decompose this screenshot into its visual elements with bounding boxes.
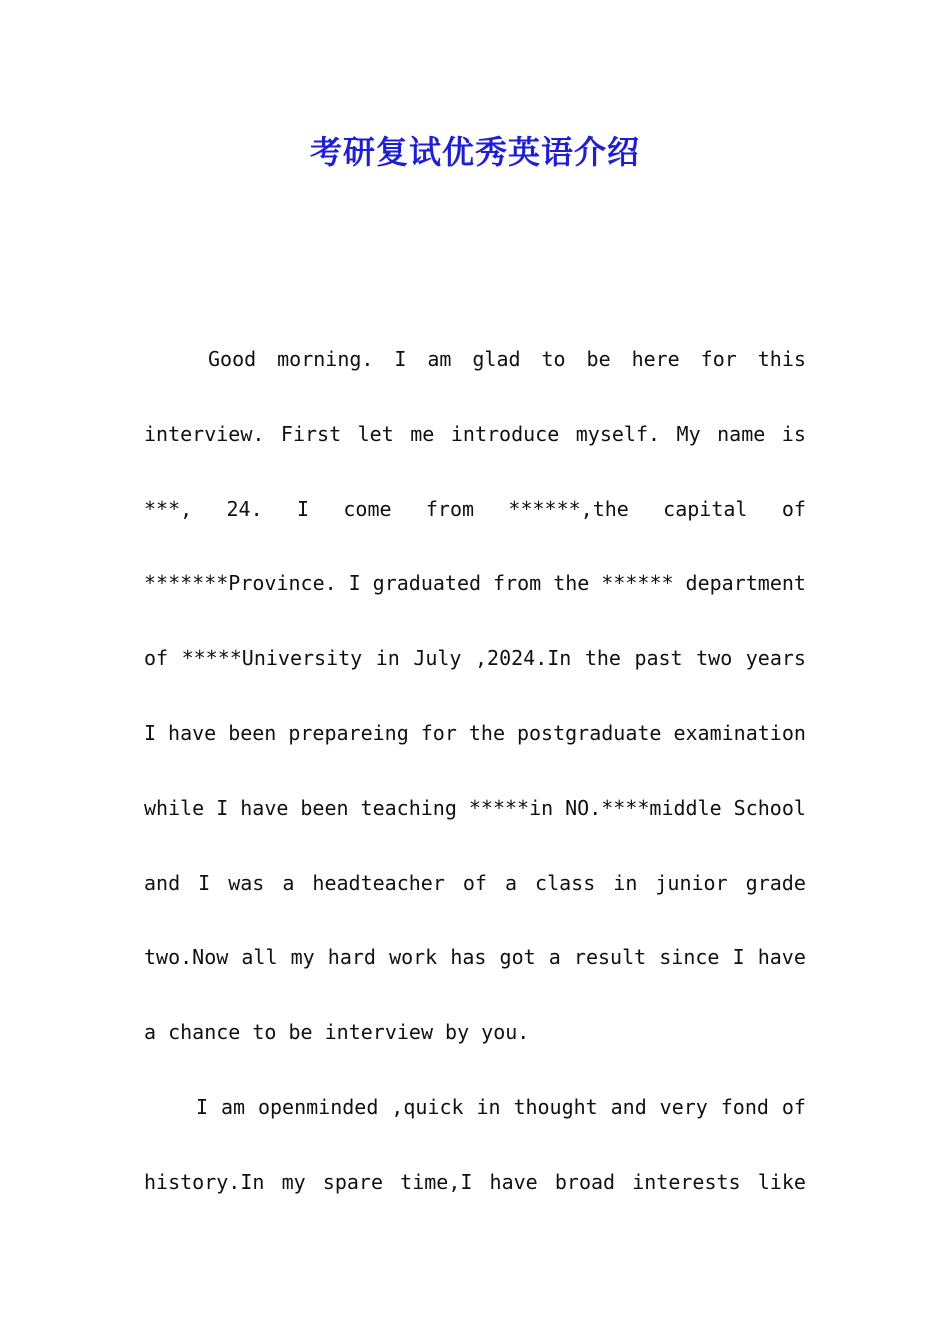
- word: ******,the: [508, 496, 629, 521]
- text-line: [144, 546, 806, 621]
- word: got: [499, 945, 536, 970]
- word: morning.: [277, 347, 374, 371]
- word: and: [144, 870, 181, 895]
- word: prepareing: [288, 720, 409, 745]
- word: First: [280, 421, 342, 446]
- word: ,quick: [391, 1094, 464, 1119]
- word: fond: [720, 1094, 769, 1119]
- text-line: [144, 846, 806, 921]
- text-line: [144, 397, 806, 472]
- word: a: [282, 870, 295, 895]
- text-line: [144, 472, 806, 547]
- word: headteacher: [312, 870, 445, 895]
- word: 24.: [226, 496, 263, 521]
- word: of: [462, 870, 487, 895]
- word: Good: [208, 347, 257, 371]
- word: I: [198, 870, 211, 895]
- word: history.In: [144, 1169, 265, 1194]
- paragraph: [144, 322, 806, 1070]
- word: capital: [663, 496, 748, 521]
- line-text: a chance to be interview by you.: [144, 1020, 530, 1045]
- word: ***,: [144, 496, 193, 521]
- word: the: [468, 720, 505, 745]
- word: past: [634, 646, 683, 671]
- document-title: 考研复试优秀英语介绍: [309, 133, 640, 171]
- word: junior: [655, 870, 728, 895]
- word: come: [343, 496, 392, 521]
- word: result: [573, 945, 647, 970]
- word: me: [410, 421, 435, 446]
- word: postgraduate: [516, 720, 662, 745]
- word: is: [781, 421, 806, 446]
- word: years: [745, 646, 806, 671]
- word: was: [228, 870, 265, 895]
- word: I: [296, 496, 310, 521]
- word: I: [144, 720, 157, 745]
- document-body: [144, 322, 806, 1220]
- text-line: [144, 920, 806, 995]
- word: ,2024.In: [474, 646, 572, 671]
- word: for: [700, 347, 737, 371]
- word: broad: [554, 1169, 616, 1194]
- word: grade: [745, 870, 806, 895]
- word: work: [389, 945, 438, 970]
- word: My: [676, 421, 701, 446]
- word: the: [553, 571, 590, 596]
- word: been: [300, 795, 349, 820]
- word: from: [425, 496, 475, 521]
- word: *****in: [468, 795, 554, 820]
- word: teaching: [360, 795, 457, 820]
- word: thought: [513, 1094, 598, 1119]
- word: two.Now: [144, 945, 229, 970]
- word: for: [420, 720, 457, 745]
- word: NO.****middle: [565, 795, 722, 820]
- word: ******: [601, 571, 674, 596]
- word: in: [476, 1094, 501, 1119]
- word: two: [696, 646, 733, 671]
- word: has: [450, 945, 487, 970]
- word: I: [732, 945, 745, 970]
- word: examination: [673, 720, 806, 745]
- word: very: [659, 1094, 708, 1119]
- word: be: [586, 347, 611, 371]
- word: a: [548, 945, 561, 970]
- text-line: [144, 696, 806, 771]
- paragraph: [144, 1070, 806, 1220]
- word: introduce: [450, 421, 560, 446]
- word: all: [241, 945, 278, 970]
- word: this: [757, 347, 806, 371]
- word: I: [216, 795, 229, 820]
- word: interests: [632, 1169, 741, 1194]
- word: graduated: [372, 571, 482, 596]
- word: department: [685, 571, 806, 596]
- word: in: [613, 870, 638, 895]
- word: have: [489, 1169, 538, 1194]
- word: myself.: [575, 421, 661, 446]
- word: I: [348, 571, 361, 596]
- word: like: [757, 1169, 806, 1194]
- word: I: [394, 347, 407, 371]
- word: and: [610, 1094, 647, 1119]
- word: of: [781, 1094, 806, 1119]
- word: of: [781, 496, 806, 521]
- text-line: [144, 621, 806, 696]
- word: am: [220, 1094, 246, 1119]
- word: am: [427, 347, 452, 371]
- word: have: [168, 720, 217, 745]
- word: *****University: [181, 646, 363, 671]
- word: my: [281, 1169, 306, 1194]
- word: from: [493, 571, 542, 596]
- word: class: [535, 870, 596, 895]
- word: been: [228, 720, 277, 745]
- word: July: [413, 646, 462, 671]
- word: a: [504, 870, 518, 895]
- word: to: [541, 347, 566, 371]
- word: of: [144, 646, 169, 671]
- word: I: [196, 1094, 209, 1119]
- text-line: [144, 771, 806, 846]
- word: glad: [472, 347, 521, 371]
- word: School: [733, 795, 806, 820]
- text-line: [144, 1145, 806, 1220]
- word: name: [717, 421, 766, 446]
- word: *******Province.: [144, 571, 337, 596]
- word: have: [757, 945, 806, 970]
- word: time,I: [400, 1169, 473, 1194]
- word: hard: [327, 945, 376, 970]
- text-line: [144, 995, 806, 1070]
- word: here: [631, 347, 680, 371]
- word: in: [375, 646, 400, 671]
- text-line: [144, 322, 806, 397]
- word: have: [240, 795, 289, 820]
- word: interview.: [144, 421, 265, 446]
- word: spare: [322, 1169, 384, 1194]
- word: my: [290, 945, 315, 970]
- word: let: [357, 421, 394, 446]
- word: since: [659, 945, 720, 970]
- word: openminded: [257, 1094, 379, 1119]
- text-line: [144, 1070, 806, 1145]
- word: while: [144, 795, 205, 820]
- word: the: [584, 646, 621, 671]
